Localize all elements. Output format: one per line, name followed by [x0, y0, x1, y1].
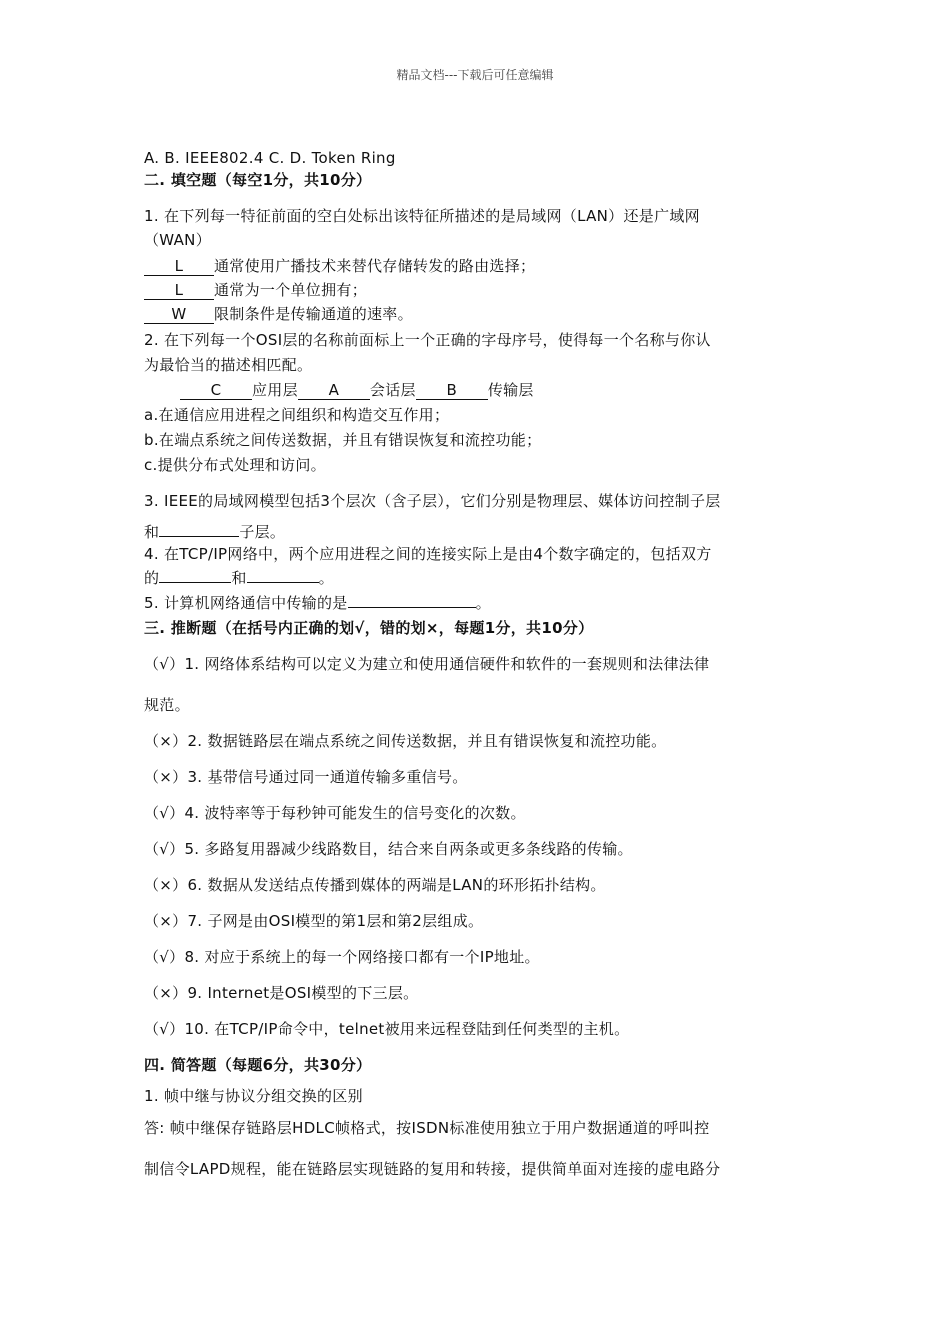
- judge-item-4: （√）4. 波特率等于每秒钟可能发生的信号变化的次数。: [144, 804, 526, 822]
- answer-blank: B: [416, 382, 488, 400]
- q3-text-cont: [144, 522, 285, 542]
- q4-middle: 和: [231, 569, 247, 587]
- q1-text: 1. 在下列每一特征前面的空白处标出该特征所描述的是局域网（LAN）还是广域网: [144, 207, 700, 225]
- answer-blank: W: [144, 306, 214, 324]
- judge-item-2: （×）2. 数据链路层在端点系统之间传送数据，并且有错误恢复和流控功能。: [144, 732, 667, 750]
- answer-blank: A: [298, 382, 370, 400]
- q3-text: 3. IEEE的局域网模型包括3个层次（含子层），它们分别是物理层、媒体访问控制子层: [144, 492, 721, 510]
- fill-blank: [247, 582, 319, 583]
- short-answer-1-answer-cont: 制信令LAPD规程，能在链路层实现链路的复用和转接，提供简单面对连接的虚电路分: [144, 1160, 721, 1178]
- q5-suffix: 。: [475, 594, 491, 612]
- judge-item-1: （√）1. 网络体系结构可以定义为建立和使用通信硬件和软件的一套规则和法律法律: [144, 655, 710, 673]
- judge-item-8: （√）8. 对应于系统上的每一个网络接口都有一个IP地址。: [144, 948, 540, 966]
- judge-item-10: （√）10. 在TCP/IP命令中，telnet被用来远程登陆到任何类型的主机。: [144, 1020, 630, 1038]
- answer-blank: L: [144, 258, 214, 276]
- q2-text-cont: 为最恰当的描述相匹配。: [144, 356, 313, 374]
- q3-suffix: 子层。: [239, 523, 286, 541]
- section-3-title: 三. 推断题（在括号内正确的划√，错的划×，每题1分，共10分）: [144, 619, 594, 637]
- fill-blank: [159, 582, 231, 583]
- q4-suffix: 。: [318, 569, 334, 587]
- q2-text: 2. 在下列每一个OSI层的名称前面标上一个正确的字母序号，使得每一个名称与你认: [144, 331, 711, 349]
- q3-prefix: 和: [144, 523, 160, 541]
- q4-prefix: 的: [144, 569, 160, 587]
- judge-item-7: （×）7. 子网是由OSI模型的第1层和第2层组成。: [144, 912, 484, 930]
- judge-item-3: （×）3. 基带信号通过同一通道传输多重信号。: [144, 768, 468, 786]
- section-2-title: 二. 填空题（每空1分，共10分）: [144, 171, 372, 189]
- layer-label: 传输层: [487, 381, 534, 399]
- q2-option-a: a.在通信应用进程之间组织和构造交互作用；: [144, 406, 450, 424]
- answer-blank: C: [180, 382, 252, 400]
- q1-item-1: [144, 256, 535, 276]
- q4-text-cont: [144, 568, 334, 588]
- judge-item-1-cont: 规范。: [144, 696, 190, 714]
- layer-label: 应用层: [252, 381, 298, 399]
- judge-item-5: （√）5. 多路复用器减少线路数目，结合来自两条或更多条线路的传输。: [144, 840, 633, 858]
- q2-option-c: c.提供分布式处理和访问。: [144, 456, 326, 474]
- judge-item-9: （×）9. Internet是OSI模型的下三层。: [144, 984, 419, 1002]
- judge-item-6: （×）6. 数据从发送结点传播到媒体的两端是LAN的环形拓扑结构。: [144, 876, 606, 894]
- q1-item-2: [144, 280, 367, 300]
- item-text: 通常使用广播技术来替代存储转发的路由选择；: [214, 257, 536, 275]
- q2-matching-row: [180, 380, 534, 400]
- section-4-title: 四. 简答题（每题6分，共30分）: [144, 1056, 372, 1074]
- page-header: 精品文档---下载后可任意编辑: [396, 68, 554, 82]
- q1-text-cont: （WAN）: [144, 231, 211, 249]
- fill-blank: [348, 607, 476, 608]
- item-text: 通常为一个单位拥有；: [214, 281, 368, 299]
- choice-options: A. B. IEEE802.4 C. D. Token Ring: [144, 149, 396, 167]
- q5-prefix: 5. 计算机网络通信中传输的是: [144, 594, 348, 612]
- short-answer-1-answer: 答: 帧中继保存链路层HDLC帧格式，按ISDN标准使用独立于用户数据通道的呼叫控: [144, 1119, 710, 1137]
- q4-text: 4. 在TCP/IP网络中，两个应用进程之间的连接实际上是由4个数字确定的，包括双方: [144, 545, 712, 563]
- item-text: 限制条件是传输通道的速率。: [214, 305, 413, 323]
- fill-blank: [159, 536, 239, 537]
- answer-blank: L: [144, 282, 214, 300]
- q5-text: [144, 593, 491, 613]
- layer-label: 会话层: [369, 381, 416, 399]
- q2-option-b: b.在端点系统之间传送数据，并且有错误恢复和流控功能；: [144, 431, 542, 449]
- q1-item-3: [144, 304, 413, 324]
- short-answer-1-question: 1. 帧中继与协议分组交换的区别: [144, 1087, 363, 1105]
